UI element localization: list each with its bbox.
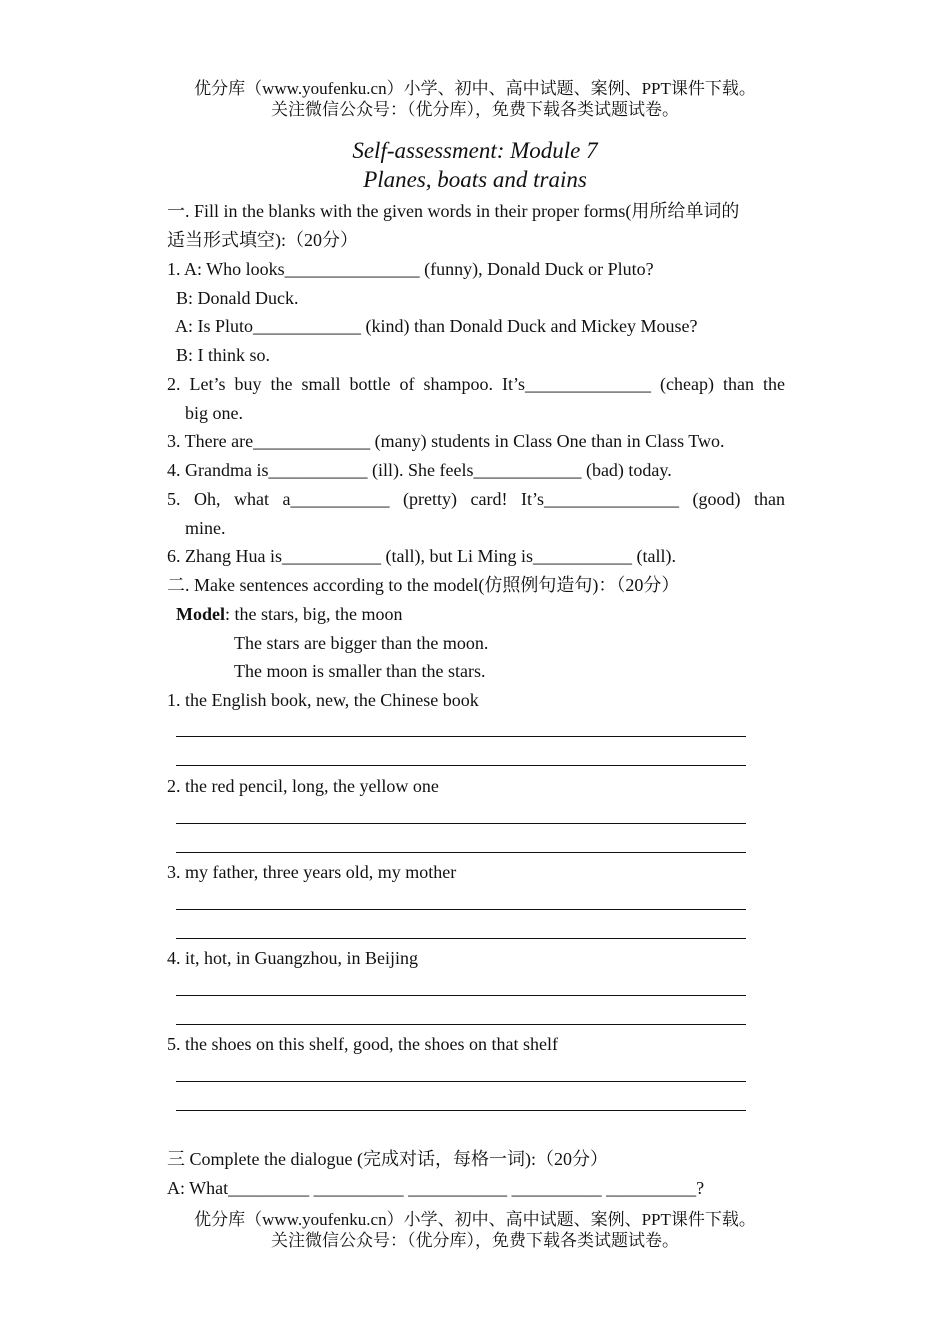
answer-line[interactable] bbox=[176, 938, 746, 939]
answer-line[interactable] bbox=[176, 1024, 746, 1025]
q6: 6. Zhang Hua is___________ (tall), but Li Ming is___________ (tall). bbox=[167, 546, 676, 566]
answer-line[interactable] bbox=[176, 1110, 746, 1111]
q3: 3. There are_____________ (many) students in Class One than in Class Two. bbox=[167, 431, 725, 451]
answer-line[interactable] bbox=[176, 909, 746, 910]
section1-heading-line2: 适当形式填空):（20分） bbox=[167, 230, 358, 250]
answer-line[interactable] bbox=[176, 1081, 746, 1082]
q2-line2: big one. bbox=[185, 403, 243, 423]
header-line-2: 关注微信公众号：（优分库），免费下载各类试题试卷。 bbox=[271, 100, 679, 119]
title-line-2: Planes, boats and trains bbox=[363, 167, 587, 192]
footer-line-2: 关注微信公众号：（优分库），免费下载各类试题试卷。 bbox=[271, 1231, 679, 1250]
s2-item-5: 5. the shoes on this shelf, good, the shoes on that shelf bbox=[167, 1034, 558, 1054]
answer-line[interactable] bbox=[176, 852, 746, 853]
title-line-1: Self-assessment: Module 7 bbox=[352, 138, 598, 163]
q1-b: B: Donald Duck. bbox=[176, 288, 299, 308]
s2-item-1: 1. the English book, new, the Chinese book bbox=[167, 690, 479, 710]
model-label: Model bbox=[176, 604, 225, 624]
answer-line[interactable] bbox=[176, 823, 746, 824]
header-line-1: 优分库（www.youfenku.cn）小学、初中、高中试题、案例、PPT课件下载。 bbox=[194, 79, 756, 98]
answer-line[interactable] bbox=[176, 765, 746, 766]
section1-heading-line1: 一. Fill in the blanks with the given words in their proper forms(用所给单词的 bbox=[167, 201, 740, 221]
model-text: : the stars, big, the moon bbox=[225, 604, 403, 624]
q1-a2: A: Is Pluto____________ (kind) than Donald Duck and Mickey Mouse? bbox=[175, 316, 698, 336]
q5-line2: mine. bbox=[185, 518, 226, 538]
answer-line[interactable] bbox=[176, 736, 746, 737]
model-line bbox=[176, 600, 785, 629]
q4: 4. Grandma is___________ (ill). She feels____________ (bad) today. bbox=[167, 460, 672, 480]
s2-item-4: 4. it, hot, in Guangzhou, in Beijing bbox=[167, 948, 418, 968]
model-example-1: The stars are bigger than the moon. bbox=[234, 633, 489, 653]
section3-heading: 三 Complete the dialogue (完成对话，每格一词):（20分） bbox=[167, 1149, 608, 1169]
footer-line-1: 优分库（www.youfenku.cn）小学、初中、高中试题、案例、PPT课件下载。 bbox=[194, 1210, 756, 1229]
q1-b2: B: I think so. bbox=[176, 345, 271, 365]
q1-a: 1. A: Who looks_______________ (funny), Donald Duck or Pluto? bbox=[167, 259, 654, 279]
answer-line[interactable] bbox=[176, 995, 746, 996]
section2-heading: 二. Make sentences according to the model(仿照例句造句)：（20分） bbox=[167, 575, 680, 595]
s2-item-3: 3. my father, three years old, my mother bbox=[167, 862, 457, 882]
model-example-2: The moon is smaller than the stars. bbox=[234, 661, 486, 681]
q5-line1: 5. Oh, what a___________ (pretty) card! It’s_______________ (good) than bbox=[167, 489, 785, 509]
dialogue-line-1: A: What_________ __________ ___________ __________ __________? bbox=[167, 1178, 705, 1198]
q2-line1: 2. Let’s buy the small bottle of shampoo. It’s______________ (cheap) than the bbox=[167, 374, 785, 394]
s2-item-2: 2. the red pencil, long, the yellow one bbox=[167, 776, 439, 796]
